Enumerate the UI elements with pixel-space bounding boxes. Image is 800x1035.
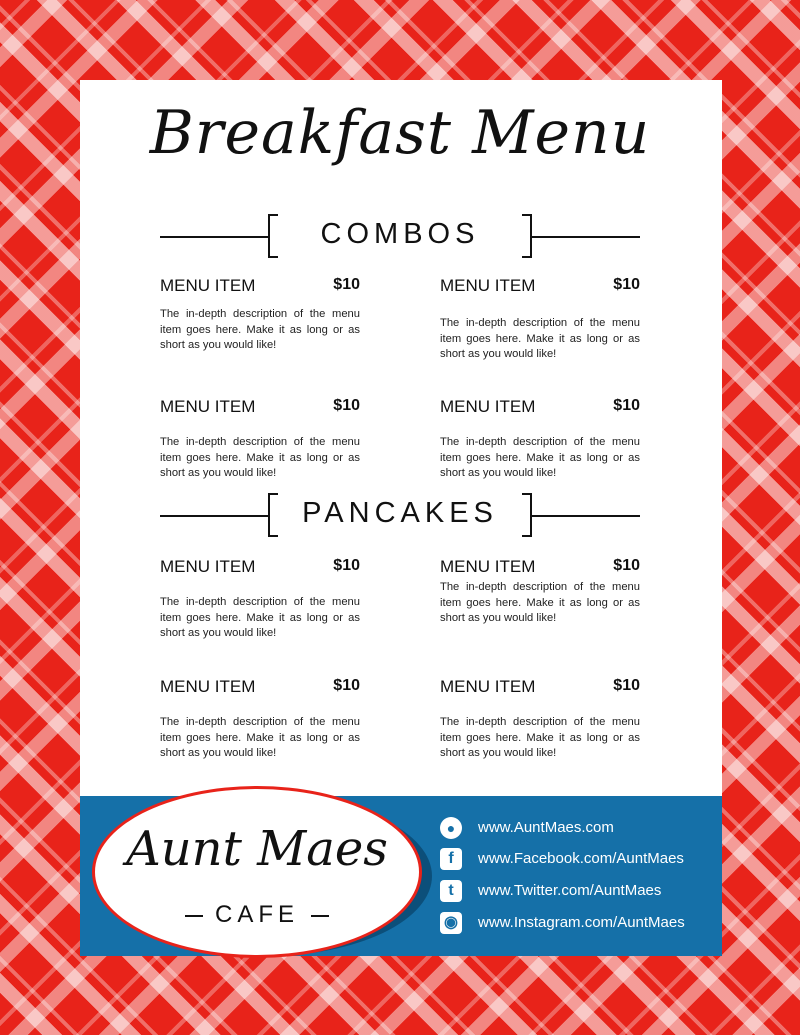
menu-item-price: $10 [333,677,360,694]
logo-dash [185,915,203,917]
menu-item-description: The in-depth description of the menu item goes here. Make it as long or as short as you would like! [160,308,360,351]
section-header-combos [160,214,640,260]
social-link-text[interactable]: www.Facebook.com/AuntMaes [478,850,684,867]
menu-item-name: MENU ITEM [440,397,536,416]
divider-line [530,515,640,517]
logo-name: Aunt Maes [126,821,388,877]
menu-item-description: The in-depth description of the menu item goes here. Make it as long or as short as you would like! [160,596,360,639]
section-label: PANCAKES [302,497,498,529]
menu-item-price: $10 [613,397,640,414]
menu-item-name: MENU ITEM [440,677,536,696]
menu-item-price: $10 [333,276,360,293]
menu-item-description: The in-depth description of the menu item goes here. Make it as long or as short as you would like! [440,436,640,479]
menu-item-name: MENU ITEM [440,557,536,576]
menu-item-name: MENU ITEM [160,276,256,295]
menu-item-name: MENU ITEM [160,677,256,696]
menu-item-description: The in-depth description of the menu item goes here. Make it as long or as short as you would like! [440,581,640,624]
section-header-pancakes [160,493,640,539]
menu-item-price: $10 [613,677,640,694]
logo-dash [311,915,329,917]
menu-item-description: The in-depth description of the menu item goes here. Make it as long or as short as you would like! [440,317,640,360]
social-link-text[interactable]: www.Twitter.com/AuntMaes [478,882,662,899]
social-link-text[interactable]: www.AuntMaes.com [478,819,614,836]
logo-subtitle: CAFE [214,901,299,928]
menu-item-description: The in-depth description of the menu item goes here. Make it as long or as short as you would like! [160,436,360,479]
twitter-icon: t [440,880,462,902]
logo-subtitle-row [95,901,419,929]
menu-item-price: $10 [613,276,640,293]
menu-item-name: MENU ITEM [440,276,536,295]
section-label: COMBOS [320,218,480,250]
menu-item-description: The in-depth description of the menu item goes here. Make it as long or as short as you would like! [440,716,640,759]
menu-item-price: $10 [333,557,360,574]
facebook-icon: f [440,848,462,870]
menu-item-name: MENU ITEM [160,397,256,416]
menu-item-price: $10 [613,557,640,574]
divider-line [530,236,640,238]
instagram-icon: ◉ [440,912,462,934]
cafe-logo [92,786,422,958]
menu-item-price: $10 [333,397,360,414]
menu-item-name: MENU ITEM [160,557,256,576]
globe-icon: ● [440,817,462,839]
menu-item-description: The in-depth description of the menu item goes here. Make it as long or as short as you would like! [160,716,360,759]
social-link-text[interactable]: www.Instagram.com/AuntMaes [478,914,685,931]
menu-title: Breakfast Menu [149,98,651,168]
